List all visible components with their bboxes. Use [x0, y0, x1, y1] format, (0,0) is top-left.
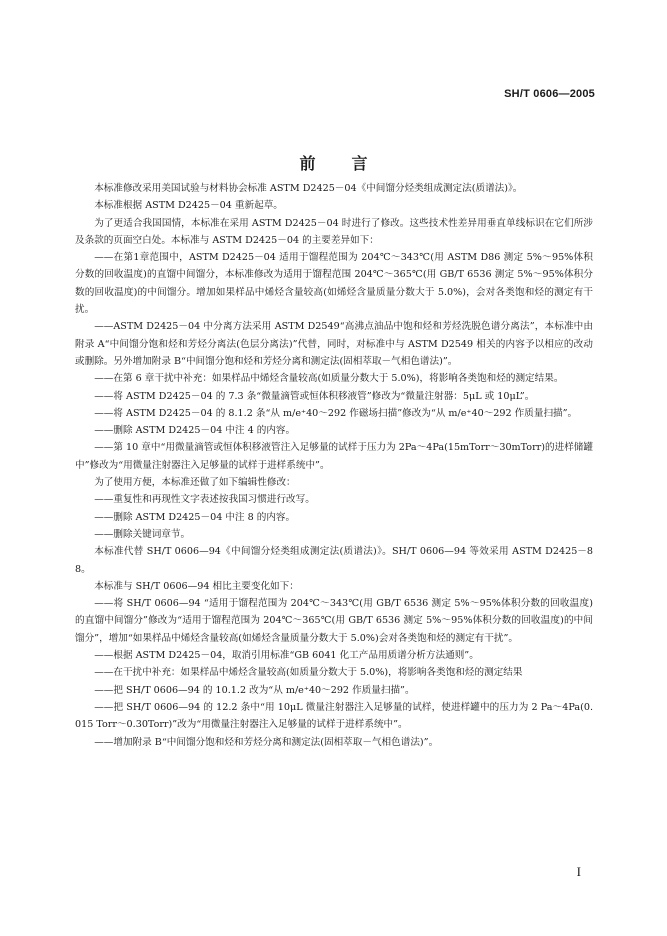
page-number: I: [576, 864, 581, 879]
paragraph: ——在第 6 章干扰中补充：如果样品中烯烃含量较高(如质量分数大于 5.0%)，将影响各类饱和烃的测定结果。: [94, 373, 564, 385]
paragraph: 为了使用方便，本标准还做了如下编辑性修改：: [94, 477, 296, 489]
paragraph: ——重复性和再现性文字表述按我国习惯进行改写。: [94, 494, 315, 506]
paragraph: ——把 SH/T 0606—94 的 10.1.2 改为“从 m/e⁺40～292 作质量扫描”。: [94, 684, 415, 696]
paragraph: ——删除 ASTM D2425－04 中注 4 的内容。: [94, 425, 296, 437]
paragraph: 本标准根据 ASTM D2425－04 重新起草。: [94, 200, 283, 212]
paragraph: ——将 SH/T 0606—94 “适用于馏程范围为 204℃～343℃(用 GB/T 6536 测定 5%～95%体积分数的回收温度)的直馏中间馏分”修改为“适用于馏程范围为 204℃～365℃(用 GB/T 6536 测定 5%～95%体积分数的回收温度)的中间馏分”，增加“如果样品中烯烃含量较高(如烯烃含量质量分数大于 5.0%)会对各类饱和烃的测定有干扰”。: [75, 598, 593, 644]
paragraph: ——增加附录 B“中间馏分饱和烃和芳烃分离和测定法(固相萃取－气相色谱法)”。: [94, 736, 439, 748]
paragraph: 本标准与 SH/T 0606—94 相比主要变化如下：: [94, 580, 299, 592]
paragraph: ——ASTM D2425－04 中分离方法采用 ASTM D2549“高沸点油品中饱和烃和芳烃洗脱色谱分离法”，本标准中由附录 A“中间馏分饱和烃和芳烃分离法(色层分离法)”代替，同时，对标准中与 ASTM D2549 相关的内容予以相应的改动或删除。另外增加附录 B“中间馏分饱和烃和芳烃分离和测定法(固相萃取－气相色谱法)”。: [75, 321, 593, 367]
paragraph: ——在第1章范围中，ASTM D2425－04 适用于馏程范围为 204℃～343℃(用 ASTM D86 测定 5%～95%体积分数的回收温度)的直馏中间馏分，本标准修改为适用于馏程范围 204℃～365℃(用 GB/T 6536 测定 5%～95%体积分数的回收温度)的中间馏分。增加如果样品中烯烃含量较高(如烯烃含量质量分数大于 5.0%)，会对各类饱和烃的测定有干扰。: [75, 252, 593, 316]
paragraph: 本标准修改采用美国试验与材料协会标准 ASTM D2425－04《中间馏分烃类组成测定法(质谱法)》。: [94, 183, 523, 194]
page-title: 前言: [299, 154, 404, 173]
foreword-body: [75, 180, 593, 751]
paragraph: ——将 ASTM D2425－04 的 7.3 条“微量滴管或恒体积移液管”修改为“微量注射器：5μL 或 10μL”。: [94, 390, 535, 402]
paragraph: ——删除 ASTM D2425－04 中注 8 的内容。: [94, 511, 296, 523]
paragraph: ——在干扰中补充：如果样品中烯烃含量较高(如质量分数大于 5.0%)，将影响各类饱和烃的测定结果: [94, 667, 523, 679]
standard-number: SH/T 0606—2005: [504, 88, 595, 100]
paragraph: ——将 ASTM D2425－04 的 8.1.2 条“从 m/e⁺40～292 作磁场扫描”修改为“从 m/e⁺40～292 作质量扫描”。: [94, 407, 578, 419]
paragraph: 本标准代替 SH/T 0606—94《中间馏分烃类组成测定法(质谱法)》。SH/T 0606—94 等效采用 ASTM D2425－88。: [75, 546, 593, 575]
paragraph: ——根据 ASTM D2425－04，取消引用标准“GB 6041 化工产品用质谱分析方法通则”。: [94, 650, 479, 662]
paragraph: ——第 10 章中“用微量滴管或恒体积移液管注入足够量的试样于压力为 2Pa～4Pa(15mTorr～30mTorr)的进样储罐中”修改为“用微量注射器注入足够量的试样于进样系统中”。: [75, 442, 593, 471]
paragraph: ——删除关键词章节。: [94, 528, 191, 540]
paragraph: ——把 SH/T 0606—94 的 12.2 条中“用 10μL 微量注射器注入足够量的试样，使进样罐中的压力为 2 Pa～4Pa(0.015 Torr～0.30Torr)”改为“用微量注射器注入足够量的试样于进样系统中”。: [75, 701, 593, 731]
paragraph: 为了更适合我国国情，本标准在采用 ASTM D2425－04 时进行了修改。这些技术性差异用垂直单线标识在它们所涉及条款的页面空白处。本标准与 ASTM D2425－04 的主要差异如下：: [75, 217, 593, 246]
